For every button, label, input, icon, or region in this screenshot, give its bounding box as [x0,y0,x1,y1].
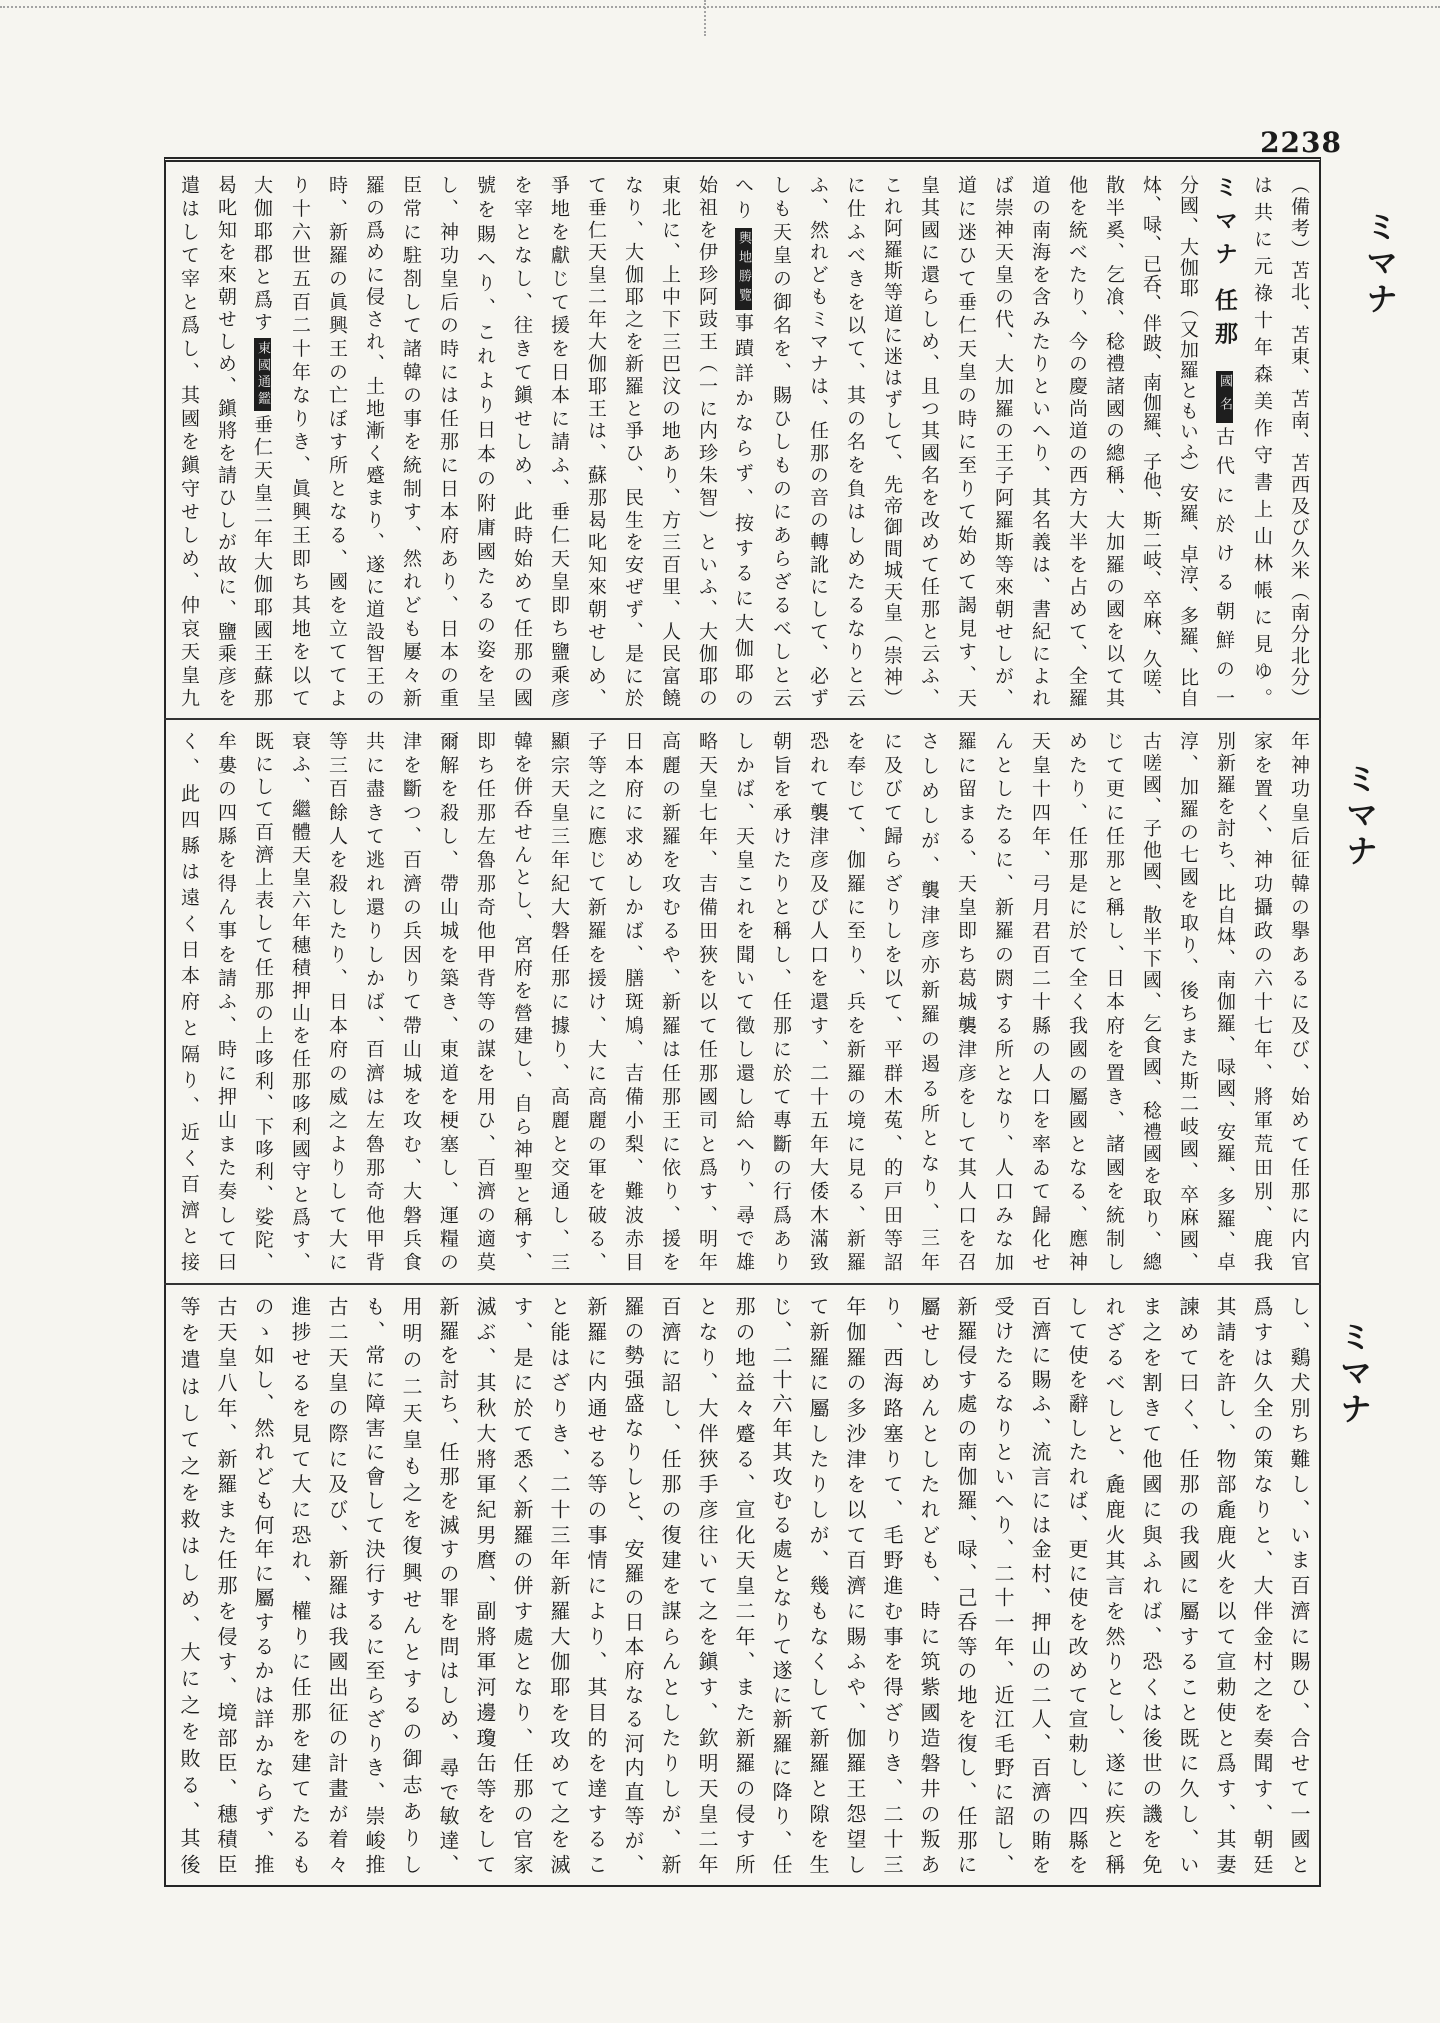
scan-edge-vertical [704,0,706,36]
text-column: 即ち任那左魯那奇他甲背等の謀を用ひ、百濟の適莫 [474,731,496,1271]
entry-headword: 任那 [1211,288,1238,355]
text-column: 散半奚、乞飡、稔禮諸國の總稱、大加羅の國を以て其 [1103,175,1125,707]
text-column: 爭地を獻じて援を日本に請ふ、垂仁天皇即ち鹽乘彦 [548,175,570,707]
text-column: 滅ぶ、其秋大將軍紀男麿、副將軍河邊瓊缶等をして [473,1296,497,1874]
tier-divider [164,1283,1321,1285]
text-column: ま之を割きて他國に與ふれば、恐くは後世の譏を免 [1139,1296,1163,1874]
text-column: 進捗せるを見て大に恐れ、權りに任那を建てたるも [288,1296,312,1874]
text-column: しも天皇の御名を、賜ひしものにあらざるべしと云 [770,175,792,707]
text-column: 新羅を討ち、任那を滅すの罪を問はしめ、尋で敏達、 [436,1296,460,1874]
text-column: 子等之に應じて新羅を援け、大に高麗の軍を破る、 [585,731,607,1271]
text-run: 大伽耶郡と爲す [251,175,273,335]
text-run: 事蹟詳かならず、按するに大伽耶の [732,313,754,707]
scan-edge-top [0,6,1440,8]
text-column: 恐れて襲津彦及び人口を還す、二十五年大倭木滿致 [807,731,829,1271]
text-column: 朝旨を承けたりと稱し、任那に於て專斷の行爲あり [770,731,792,1271]
text-column: のゝ如し、然れども何年に屬するかは詳かならず、推 [251,1296,275,1874]
text-tier-top [170,175,1317,707]
running-head-bottom: ミマナ [1335,1320,1373,1428]
text-column: んとしたるに、新羅の閼する所となり、人口みな加 [992,731,1014,1271]
text-column: 略天皇七年、吉備田狹を以て任那國司と爲す、明年 [696,731,718,1271]
text-column: 屬せしめんとしたれども、時に筑紫國造磐井の叛あ [917,1296,941,1874]
text-run: へり [732,175,754,225]
text-column: り、西海路塞りて、毛野進む事を得ざりき、二十三 [880,1296,904,1874]
text-column: 年神功皇后征韓の擧あるに及び、始めて任那に内官 [1288,731,1310,1271]
text-column: す、是に於て悉く新羅の併す處となり、任那の官家 [510,1296,534,1874]
text-column: さしめしが、襲津彦亦新羅の遏る所となり、三年 [918,731,940,1271]
text-tier-bottom [170,1296,1317,1874]
text-column: を奉じて、伽羅に至り、兵を新羅の境に見る、新羅 [844,731,866,1271]
source-label: 東國通鑑 [254,338,271,411]
text-column: 遣はして宰と爲し、其國を鎭守せしめ、仲哀天皇九 [178,175,200,707]
text-run: 古代に於ける朝鮮の一 [1213,426,1235,707]
text-column: 年伽羅の多沙津を以て百濟に賜ふや、伽羅王怨望し [843,1296,867,1874]
text-column: 津を斷つ、百濟の兵因りて帶山城を攻む、大磐兵食 [400,731,422,1271]
tier-divider [164,718,1321,720]
entry-headword: ミマナ [1211,175,1238,275]
text-column: 道の南海を含みたりといへり、其名義は、書紀によれ [1029,175,1051,707]
text-column: 其請を許し、物部麁鹿火を以て宣勅使と爲す、其妻 [1213,1296,1237,1874]
text-column: じ、二十六年其攻むる處となりて遂に新羅に降り、任 [769,1296,793,1874]
page-number: 2238 [1260,126,1342,159]
text-column: 古二天皇の際に及び、新羅は我國出征の計畫が着々 [325,1296,349,1874]
text-column: 新羅に内通せる等の事情により、其目的を達するこ [584,1296,608,1874]
source-label: 輿地勝覽 [735,228,752,310]
text-column: 等三百餘人を殺したり、日本府の威之よりして大に [326,731,348,1271]
text-column: 百濟に賜ふ、流言には金村、押山の二人、百濟の賄を [1028,1296,1052,1874]
text-column: は共に元祿十年森美作守書上山林帳に見ゆ。 [1251,175,1273,707]
text-column: して使を辭したれば、更に使を改めて宣勅し、四縣を [1065,1296,1089,1874]
text-column: 天皇十四年、弓月君百二十縣の人口を率ゐて歸化せ [1029,731,1051,1271]
text-column: 牟婁の四縣を得ん事を請ふ、時に押山また奏して曰 [215,731,237,1271]
text-column: 受けたるなりといへり、二十一年、近江毛野に詔し、 [991,1296,1015,1874]
text-column: し、神功皇后の時には任那に日本府あり、日本の重 [437,175,459,707]
text-column: なり、大伽耶之を新羅と爭ひ、民生を安ぜず、是に於 [622,175,644,707]
text-column: めたり、任那是に於て全く我國の屬國となる、應神 [1066,731,1088,1271]
text-column: となり、大伴狹手彦往いて之を鎭す、欽明天皇二年 [695,1296,719,1874]
text-column: 用明の二天皇も之を復興せんとするの御志ありし [399,1296,423,1874]
text-column: し、鷄犬別ち難し、いま百濟に賜ひ、合せて一國と [1287,1296,1311,1874]
text-column: 那の地益々蹙る、宣化天皇二年、また新羅の侵す所 [732,1296,756,1874]
text-column: これ阿羅斯等道に迷はずして、先帝御間城天皇（崇神） [881,175,903,707]
text-column: 淳、加羅の七國を取り、後ちまた斯二岐國、卒麻國、 [1177,731,1199,1271]
text-column: しかば、天皇これを聞いて徵し還し給へり、尋で雄 [733,731,755,1271]
text-column: 爾解を殺し、帶山城を築き、東道を梗塞し、運糧の [437,731,459,1271]
text-column: も、常に障害に會して決行するに至らざりき、崇峻推 [362,1296,386,1874]
text-column: 諫めて曰く、任那の我國に屬すること既に久し、い [1176,1296,1200,1874]
text-column: 羅に留まる、天皇即ち葛城襲津彦をして其人口を召 [955,731,977,1271]
text-column: 古天皇八年、新羅また任那を侵す、境部臣、穗積臣 [214,1296,238,1874]
source-label: 國名 [1216,371,1233,423]
text-column: 衰ふ、繼體天皇六年穗積押山を任那哆利國守と爲す、 [289,731,311,1271]
text-column: て新羅に屬したりしが、幾もなくして新羅と隙を生 [806,1296,830,1874]
text-column: り十六世五百二十年なりき、眞興王即ち其地を以て [289,175,311,707]
text-column: 韓を併呑せんとし、宮府を營建し、自ら神聖と稱す、 [511,731,533,1271]
text-column [725,175,762,707]
text-column: 皇其國に還らしめ、且つ其國名を改めて任那と云ふ、 [918,175,940,707]
text-column: 顯宗天皇三年紀大磐任那に據り、高麗と交通し、三 [548,731,570,1271]
text-column: 高麗の新羅を攻むるや、新羅は任那王に依り、援を [659,731,681,1271]
text-column: 羅の勢强盛なりしと、安羅の日本府なる河内直等が、 [621,1296,645,1874]
text-column: に及びて歸らざりしを以て、平群木菟、的戸田等詔 [881,731,903,1271]
text-column: 分國、大伽耶（又加羅ともいふ）安羅、卓淳、多羅、比自 [1177,175,1199,707]
text-column: 爲すは久全の策なりと、大伴金村之を奏聞す、朝廷 [1250,1296,1274,1874]
text-column: 新羅侵す處の南伽羅、㖨、己呑等の地を復し、任那に [954,1296,978,1874]
text-column: ふ、然れどもミマナは、任那の音の轉訛にして、必ず [807,175,829,707]
text-column: 百濟に詔し、任那の復建を謀らんとしたりしが、新 [658,1296,682,1874]
text-column: ば崇神天皇の代、大加羅の王子阿羅斯等來朝せしが、 [992,175,1014,707]
text-column: 㶱、㖨、已呑、伴跛、南伽羅、子他、斯二岐、卒麻、久嗟、 [1140,175,1162,707]
text-column: 號を賜へり、これより日本の附庸國たるの姿を呈 [474,175,496,707]
text-column: を宰となし、往きて鎭せしめ、此時始めて任那の國 [511,175,533,707]
text-column: 他を統べたり、今の慶尚道の西方大半を占めて、全羅 [1066,175,1088,707]
text-column: 始祖を伊珍阿豉王（一に内珍朱智）といふ、大伽耶の [696,175,718,707]
text-column: れざるべしと、麁鹿火其言を然りとし、遂に疾と稱 [1102,1296,1126,1874]
text-column: 家を置く、神功攝政の六十七年、將軍荒田別、鹿我 [1251,731,1273,1271]
running-head-middle: ミマナ [1341,762,1379,870]
text-column: 古嗟國、子他國、散半下國、乞食國、稔禮國を取り、總 [1140,731,1162,1271]
running-head-top: ミマナ [1361,210,1399,318]
text-column: て垂仁天皇二年大伽耶王は、蘇那曷叱知來朝せしめ、 [585,175,607,707]
text-column: 臣常に駐剳して諸韓の事を統制す、然れども屢々新 [400,175,422,707]
text-column: 別新羅を討ち、比自㶱、南伽羅、㖨國、安羅、多羅、卓 [1214,731,1236,1271]
text-column: く、此四縣は遠く日本府と隔り、近く百濟と接 [178,731,200,1271]
text-column: 既にして百濟上表して任那の上哆利、下哆利、娑陀、 [252,731,274,1271]
text-column: 等を遣はして之を救はしめ、大に之を敗る、其後 [177,1296,201,1874]
text-column: 道に迷ひて垂仁天皇の時に至りて始めて謁見す、天 [955,175,977,707]
text-column: （備考）苫北、苫東、苫南、苫西及び久米（南分北分） [1288,175,1310,707]
text-column: に仕ふべきを以て、其の名を負はしめたるなりと云 [844,175,866,707]
text-column: 曷叱知を來朝せしめ、鎭將を請ひしが故に、鹽乘彦を [215,175,237,707]
text-column [244,175,281,707]
text-column: 時、新羅の眞興王の亡ぼす所となる、國を立ててよ [326,175,348,707]
text-run: 垂仁天皇二年大伽耶國王蘇那 [251,414,273,707]
text-column: 東北に、上中下三巴汶の地あり、方三百里、人民富饒 [659,175,681,707]
text-column: じて更に任那と稱し、日本府を置き、諸國を統制し [1103,731,1125,1271]
text-tier-middle [170,731,1317,1271]
text-column: 共に盡きて逃れ還りしかば、百濟は左魯那奇他甲背 [363,731,385,1271]
text-column: 羅の爲めに侵され、土地漸く蹙まり、遂に道設智王の [363,175,385,707]
text-column: 日本府に求めしかば、膳斑鳩、吉備小梨、難波赤目 [622,731,644,1271]
text-column [1206,175,1243,707]
text-column: と能はざりき、二十三年新羅大伽耶を攻めて之を滅 [547,1296,571,1874]
